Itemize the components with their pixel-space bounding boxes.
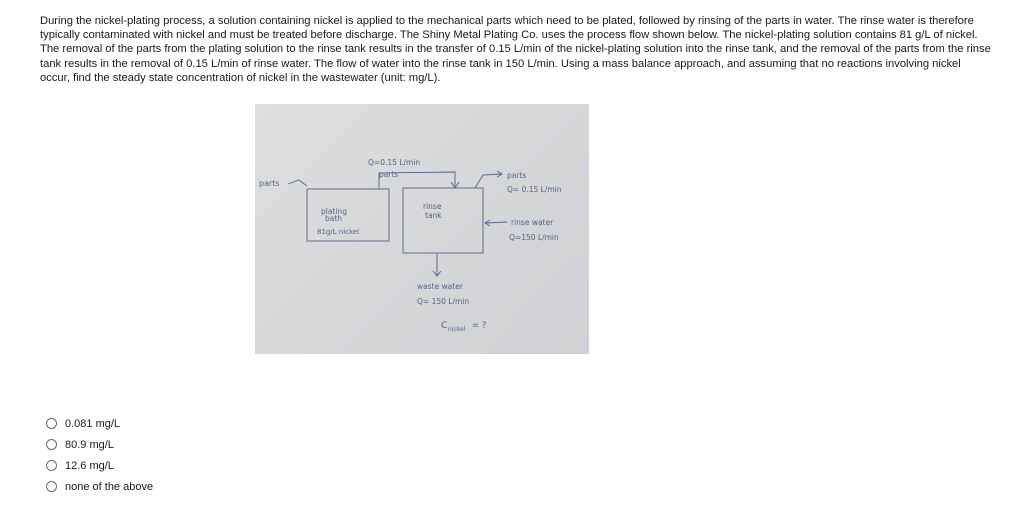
plating-bath-label-2: bath bbox=[325, 214, 343, 223]
answer-option-1[interactable] bbox=[46, 413, 153, 434]
wastewater-concentration-unknown: = ? bbox=[472, 321, 487, 331]
answer-option-2[interactable] bbox=[46, 434, 153, 455]
diagram-drawing bbox=[255, 104, 589, 354]
parts-out-flow-label: Q= 0.15 L/min bbox=[507, 185, 562, 194]
answer-option-3[interactable] bbox=[46, 455, 153, 476]
wastewater-flow-label: Q= 150 L/min bbox=[417, 297, 470, 306]
answer-option-label: 0.081 mg/L bbox=[65, 417, 121, 430]
transfer-parts-label: parts bbox=[379, 170, 399, 179]
plating-bath-concentration: 81g/L nickel bbox=[317, 228, 360, 236]
answer-option-label: none of the above bbox=[65, 480, 154, 493]
rinse-water-flow-label: Q=150 L/min bbox=[509, 233, 559, 242]
wastewater-concentration-c: C bbox=[441, 321, 448, 331]
question-text: During the nickel-plating process, a solution containing nickel is applied to the mechanical parts which need to be plated, followed by rinsing of the parts in water. The rinse water is therefore typically contaminated with nickel and must be treated before discharge. The Shiny Metal Plating Co. uses the process flow shown below. The nickel-plating solution contains 81 g/L of nickel. The removal of the parts from the plating solution to the rinse tank results in the transfer of 0.15 L/min of the nickel-plating solution into the rinse tank, and the removal of the parts from the rinse tank results in the removal of 0.15 L/min of rinse water. The flow of water into the rinse tank in 150 L/min. Using a mass balance approach, and assuming that no reactions involving nickel occur, find the steady state concentration of nickel in the wastewater (unit: mg/L). bbox=[40, 15, 991, 84]
rinse-tank-box bbox=[403, 188, 483, 253]
rinse-tank-label-1: rinse bbox=[423, 202, 442, 211]
radio-button[interactable] bbox=[46, 439, 57, 450]
radio-button[interactable] bbox=[46, 418, 57, 429]
rinse-tank-label-2: tank bbox=[425, 211, 442, 220]
answer-option-4[interactable] bbox=[46, 476, 153, 497]
plating-bath-label-1: plating bbox=[321, 207, 347, 216]
answer-option-label: 80.9 mg/L bbox=[65, 438, 114, 451]
rinse-water-label: rinse water bbox=[511, 218, 554, 227]
parts-out-label: parts bbox=[507, 171, 527, 180]
answer-option-label: 12.6 mg/L bbox=[65, 459, 114, 472]
parts-in-label: parts bbox=[259, 179, 280, 188]
transfer-flow-label: Q=0.15 L/min bbox=[368, 158, 421, 167]
radio-button[interactable] bbox=[46, 460, 57, 471]
radio-button[interactable] bbox=[46, 481, 57, 492]
answer-options bbox=[46, 413, 153, 497]
process-flow-diagram bbox=[255, 104, 589, 354]
wastewater-label: waste water bbox=[417, 282, 463, 291]
wastewater-concentration-subscript: nickel bbox=[448, 326, 466, 333]
